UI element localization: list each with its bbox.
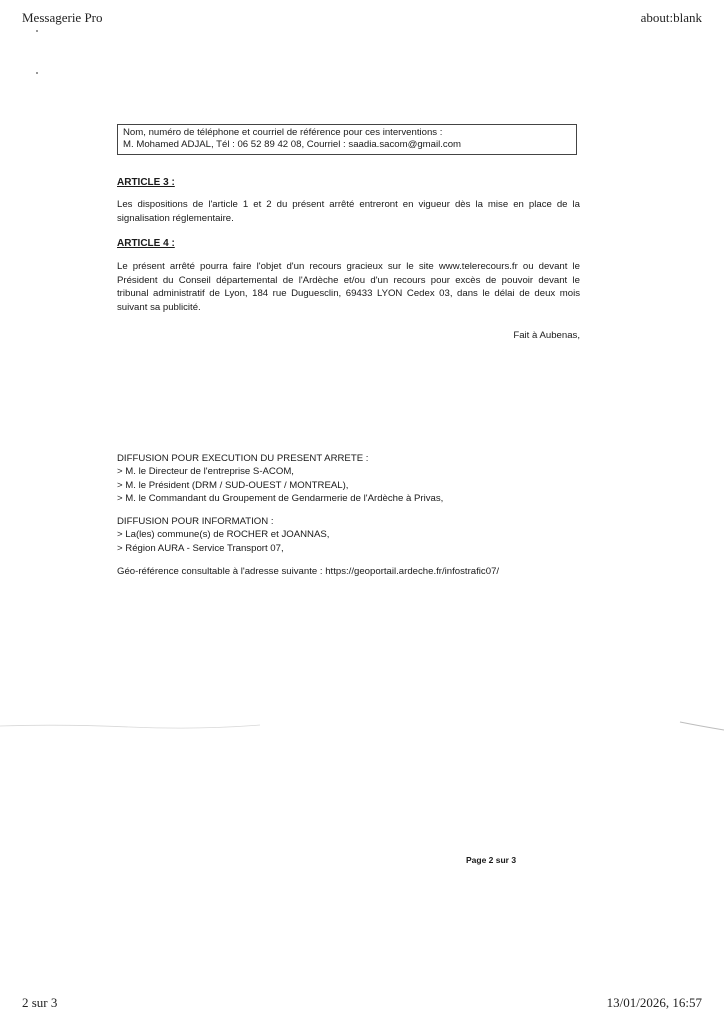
scan-speck [36, 30, 38, 32]
article-3-heading: ARTICLE 3 : [117, 177, 175, 188]
diffusion-item: > La(les) commune(s) de ROCHER et JOANNAS, [117, 529, 330, 541]
print-datetime: 13/01/2026, 16:57 [606, 995, 702, 1010]
article-4-section [117, 237, 580, 314]
georeference-line [117, 565, 580, 578]
paragraph-line: signalisation réglementaire. [117, 212, 234, 224]
reference-contact-box [117, 124, 577, 155]
article-4-heading: ARTICLE 4 : [117, 238, 175, 249]
reference-box-line: Nom, numéro de téléphone et courriel de référence pour ces interventions : [123, 127, 443, 138]
scan-speck [36, 72, 38, 74]
print-page-indicator: 2 sur 3 [22, 995, 58, 1010]
reference-box-line: M. Mohamed ADJAL, Tél : 06 52 89 42 08, Courriel : saadia.sacom@gmail.com [123, 139, 462, 150]
diffusion-item: > Région AURA - Service Transport 07, [117, 542, 284, 554]
paragraph-line: tribunal administratif de Lyon, 184 rue Duguesclin, 69433 LYON Cedex 03, dans le délai de deux mois [117, 288, 580, 300]
diffusion-item: > M. le Commandant du Groupement de Gendarmerie de l'Ardèche à Privas, [117, 493, 444, 505]
diffusion-item: > M. le Directeur de l'entreprise S-ACOM, [117, 466, 294, 478]
diffusion-information-section [117, 515, 580, 555]
article-3-section [117, 176, 580, 225]
diffusion-information-title: DIFFUSION POUR INFORMATION : [117, 516, 274, 527]
scan-artifact-line [0, 718, 724, 738]
page-number: Page 2 sur 3 [466, 855, 517, 865]
diffusion-execution-title: DIFFUSION POUR EXECUTION DU PRESENT ARRETE : [117, 453, 369, 464]
diffusion-item: > M. le Président (DRM / SUD-OUEST / MONTREAL), [117, 479, 349, 491]
georeference-text: Géo-référence consultable à l'adresse suivante : https://geoportail.ardeche.fr/infostrafic07/ [117, 566, 500, 577]
paragraph-line: suivant sa publicité. [117, 301, 201, 313]
tab-title: Messagerie Pro [22, 10, 103, 25]
article-3-paragraph [117, 198, 580, 225]
paragraph-line: Le présent arrêté pourra faire l'objet d'un recours gracieux sur le site www.telerecours.fr ou devant le [117, 261, 580, 273]
paragraph-line: Les dispositions de l'article 1 et 2 du présent arrêté entreront en vigueur dès la mise en place de la [117, 199, 580, 211]
paragraph-line: Président du Conseil départemental de l'Ardèche et/ou d'un recours pour excès de pouvoir devant le [117, 274, 580, 286]
article-4-paragraph [117, 260, 580, 314]
page-url: about:blank [640, 10, 702, 25]
diffusion-execution-section [117, 452, 580, 506]
signature-place: Fait à Aubenas, [513, 330, 580, 341]
